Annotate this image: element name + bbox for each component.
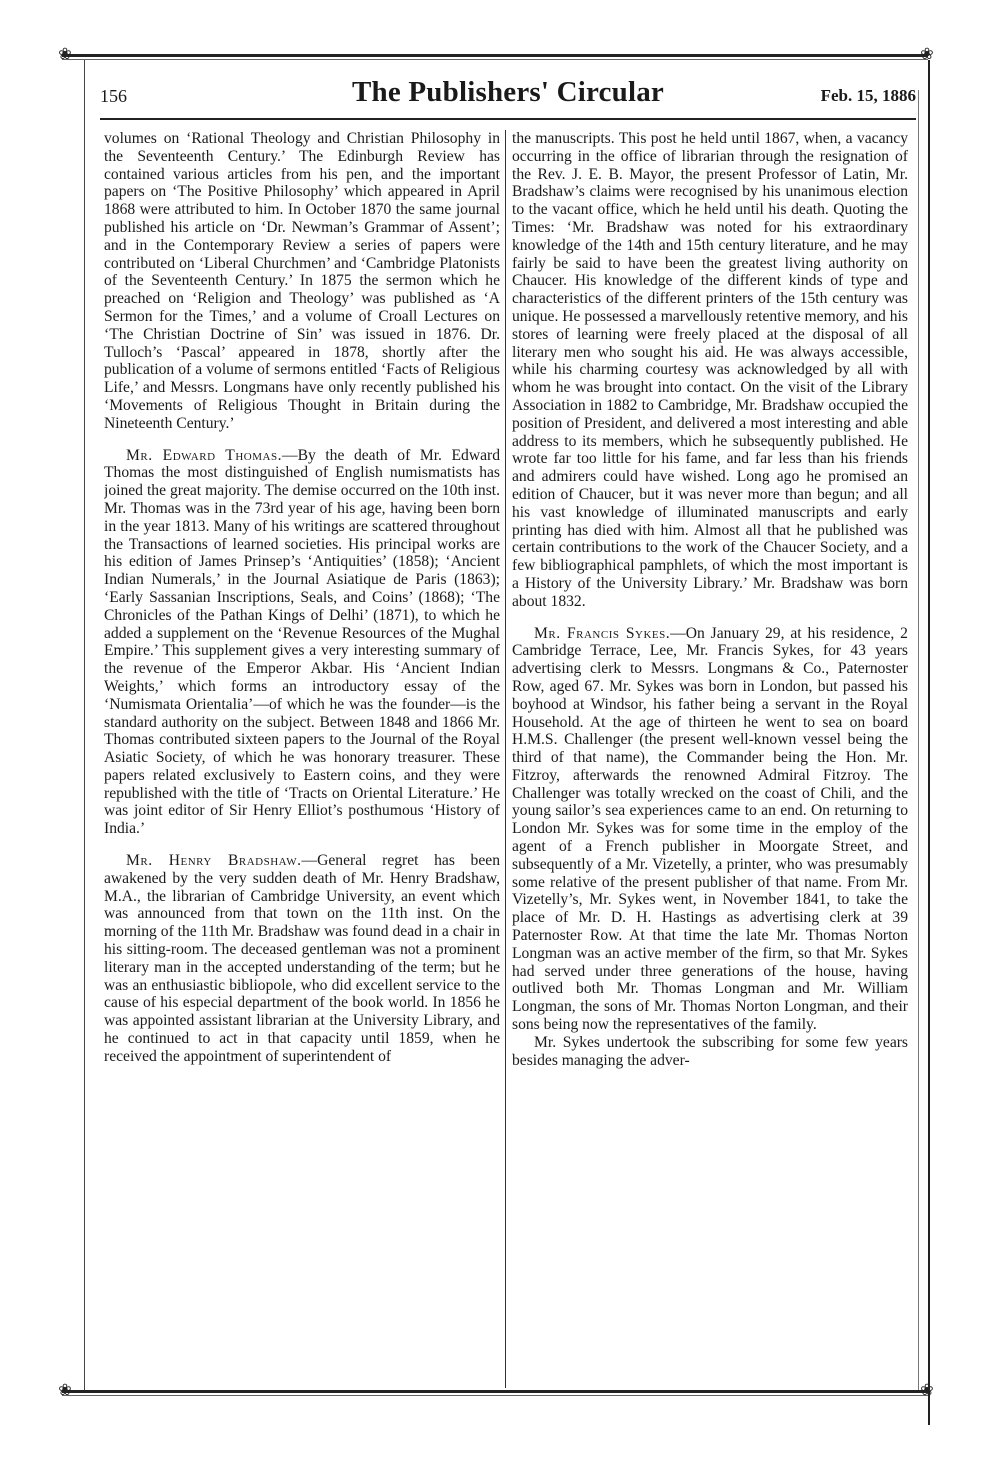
paragraph-edward-thomas [104, 447, 500, 839]
top-border-rule [62, 54, 928, 57]
obituary-heading: Mr. Francis Sykes. [534, 624, 671, 642]
top-border-thin-rule [62, 59, 928, 60]
left-border-rule [84, 60, 85, 1390]
issue-date: Feb. 15, 1886 [820, 86, 916, 105]
header-rule [100, 118, 916, 120]
corner-ornament-icon: ❀ [58, 1382, 72, 1399]
corner-ornament-icon: ❀ [920, 1382, 934, 1399]
page-title: The Publishers' Circular [351, 76, 664, 108]
obituary-heading: Mr. Edward Thomas. [126, 446, 282, 464]
paragraph-francis-sykes [512, 625, 908, 1034]
paragraph-henry-bradshaw [104, 852, 500, 1066]
paragraph-body: —On January 29, at his residence, 2 Cambridge Terrace, Lee, Mr. Francis Sykes, for 43 years advertising clerk to Messrs. Longmans & Co., Paternoster Row, aged 67. Mr. Sykes was born in London, but passed his boyhood at Windsor, his father being a servant in the Royal Household. At the age of thirteen he went to sea on board H.M.S. Challenger (the present well-known vessel being the third of that name), the Commander being the Hon. Mr. Fitzroy, afterwards the renowned Admiral Fitzroy. The Challenger was totally wrecked on the coast of Chili, and the young sailor’s sea experiences came to an end. On returning to London Mr. Sykes was for some time in the employ of the agent of a French publisher in Moorgate Street, and subsequently of a Mr. Vizetelly, a printer, who was presumably some relative of the present publisher of that name. From Mr. Vizetelly’s, Mr. Sykes went, in November 1841, to take the place of Mr. D. H. Hastings as advertising clerk at 39 Paternoster Row. At that time the late Mr. Thomas Norton Longman was an active member of the firm, so that Mr. Sykes had served under three generations of the house, having outlived both Mr. Thomas Longman and Mr. William Longman, the sons of Mr. Thomas Norton Longman, and their sons being now the representatives of the family. [512, 624, 908, 1034]
right-column [512, 130, 908, 1388]
page-header [100, 76, 916, 112]
page-number: 156 [100, 86, 127, 106]
paragraph-body: —General regret has been awakened by the very sudden death of Mr. Henry Bradshaw, M.A., the librarian of Cambridge University, an event which was announced from that town on the 11th inst. On the morning of the 11th Mr. Bradshaw was found dead in a chair in his sitting-room. The deceased gentleman was not a prominent literary man in the accepted understanding of the term; but he was an enthusiastic bibliopole, who did excellent service to the cause of his especial department of the book world. In 1856 he was appointed assistant librarian at the University Library, and he continued to act in that capacity until 1859, when he received the appointment of superintendent of [104, 852, 500, 1065]
right-inner-rule [918, 90, 919, 1390]
paragraph-tulloch-continued: volumes on ‘Rational Theology and Christian Philosophy in the Seventeenth Century.’ The Edinburgh Review has contained various articles from his pen, and the important papers on ‘The Positive Philosophy’ which appeared in April 1868 were attributed to him. In October 1870 the same journal published his article on ‘Dr. Newman’s Grammar of Assent’; and in the Contemporary Review a series of papers were contributed on ‘Liberal Churchmen’ and ‘Cambridge Platonists of the Seventeenth Century.’ In 1875 the sermon which he preached on ‘Religion and Theology’ was published as ‘A Sermon for the Times,’ and a volume of Croall Lectures on ‘The Christian Doctrine of Sin’ was issued in 1876. Dr. Tulloch’s ‘Pascal’ appeared in 1878, shortly after the publication of a volume of sermons entitled ‘Facts of Religious Life,’ and Messrs. Longmans have only recently published his ‘Movements of Religious Thought in Britain during the Nineteenth Century.’ [104, 130, 500, 432]
paragraph-bradshaw-continued: the manuscripts. This post he held until 1867, when, a vacancy occurring in the office of librarian through the resignation of the Rev. J. E. B. Mayor, the present Professor of Latin, Mr. Bradshaw’s claims were recognised by his unanimous election to the vacant office, which he held until his death. Quoting the Times: ‘Mr. Bradshaw was noted for his extraordinary knowledge of the 14th and 15th century literature, and he may fairly be said to have been the greatest living authority on Chaucer. His knowledge of the different kinds of type and characteristics of the different printers of the 15th century was unique. He possessed a marvellously retentive memory, and his stores of learning were freely placed at the disposal of all literary men who sought his aid. He was always accessible, while his charming courtesy was acknowledged by all with whom he was brought into contact. On the visit of the Library Association in 1882 to Cambridge, Mr. Bradshaw occupied the position of President, and delivered a most interesting and able address to its members, which he subsequently published. He wrote far too little for his fame, and far less than his friends and admirers could have wished. Long ago he promised an edition of Chaucer, but it was never more than begun; and all his vast knowledge of illuminated manuscripts and early printing has died with him. Almost all that he published was certain contributions to the work of the Chaucer Society, and a few bibliographical pamphlets, of which the most important is a History of the University Library.’ Mr. Bradshaw was born about 1832. [512, 130, 908, 610]
paragraph-sykes-continued: Mr. Sykes undertook the subscribing for some few years besides managing the adver- [512, 1033, 908, 1069]
paragraph-body: —By the death of Mr. Edward Thomas the most distinguished of English numismatists has joined the great majority. The demise occurred on the 10th inst. Mr. Thomas was in the 73rd year of his age, having been born in the year 1813. Many of his writings are scattered throughout the Transactions of learned societies. His principal works are his edition of James Prinsep’s ‘Antiquities’ (1858); ‘Ancient Indian Numerals,’ in the Journal Asiatique de Paris (1863); ‘Early Sassanian Inscriptions, Seals, and Coins’ (1868); ‘The Chronicles of the Pathan Kings of Delhi’ (1871), to which he added a supplement on the ‘Revenue Resources of the Mughal Empire.’ This supplement gives a very interesting summary of the revenue of the Emperor Akbar. His ‘Ancient Indian Weights,’ which forms an introductory essay of the ‘Numismata Orientalia’—of which he was the founder—is the standard authority on the subject. Between 1848 and 1866 Mr. Thomas contributed sixteen papers to the Journal of the Royal Asiatic Society, of which he was honorary treasurer. These papers related exclusively to Eastern coins, and they were republished with the title of ‘Tracts on Oriental Literature.’ He was joint editor of Sir Henry Elliot’s posthumous ‘History of India.’ [104, 446, 500, 838]
corner-ornament-icon: ❀ [58, 46, 72, 63]
bottom-border-thin-rule [62, 1395, 928, 1396]
corner-ornament-icon: ❀ [920, 46, 934, 63]
right-border-rule [928, 60, 930, 1425]
obituary-heading: Mr. Henry Bradshaw. [126, 852, 302, 870]
left-column [104, 130, 500, 1388]
column-divider [505, 130, 506, 1388]
bottom-border-rule [62, 1390, 928, 1393]
